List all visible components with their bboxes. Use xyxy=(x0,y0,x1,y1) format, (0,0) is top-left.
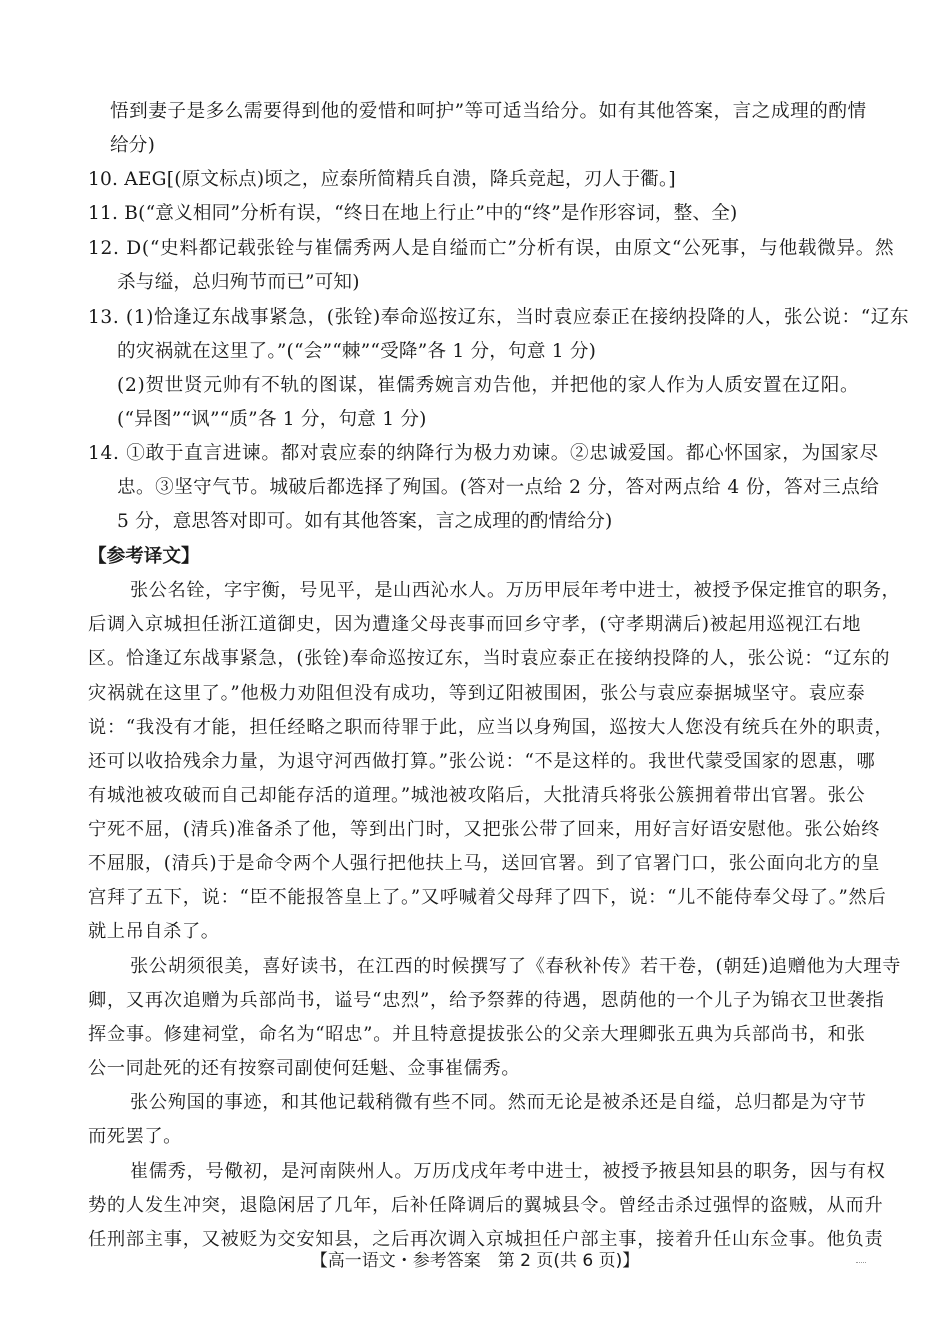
translation-line: 说：“我没有才能，担任经略之职而待罪于此，应当以身殉国，巡按大人您没有统兵在外的职责， xyxy=(88,717,894,738)
answer-q12-line-1: 12. D(“史料都记载张铨与崔儒秀两人是自缢而亡”分析有误，由原文“公死事，与他载微异。然 xyxy=(88,238,895,259)
translation-line: 后调入京城担任浙江道御史，因为遭逢父母丧事而回乡守孝，(守孝期满后)被起用巡视江右地 xyxy=(88,614,862,635)
answer-continuation-line-2: 给分) xyxy=(110,135,156,156)
answer-q14-line-3: 5 分，意思答对即可。如有其他答案，言之成理的酌情给分) xyxy=(117,511,613,532)
translation-line: 势的人发生冲突，退隐闲居了几年，后补任降调后的翼城县令。曾经击杀过强悍的盗贼，从而升 xyxy=(88,1195,884,1216)
translation-line: 而死罢了。 xyxy=(88,1126,182,1147)
answer-q13-line-3: (2)贺世贤元帅有不轨的图谋，崔儒秀婉言劝告他，并把他的家人作为人质安置在辽阳。 xyxy=(117,375,860,396)
translation-line: 任刑部主事，又被贬为交安知县，之后再次调入京城担任户部主事，接着升任山东佥事。他负责 xyxy=(88,1229,884,1250)
translation-line: 区。恰逢辽东战事紧急，(张铨)奉命巡按辽东，当时袁应泰正在接纳投降的人，张公说：“辽东的 xyxy=(88,648,891,669)
answer-q13-line-1: 13. (1)恰逢辽东战事紧急，(张铨)奉命巡按辽东，当时袁应泰正在接纳投降的人，张公说：“辽东 xyxy=(88,307,910,328)
translation-line: 张公名铨，字宇衡，号见平，是山西沁水人。万历甲辰年考中进士，被授予保定推官的职务， xyxy=(130,580,901,601)
answer-q14-line-1: 14. ①敢于直言进谏。都对袁应泰的纳降行为极力劝谏。②忠诚爱国。都心怀国家，为国家尽 xyxy=(88,443,879,464)
answer-q12-line-2: 杀与缢，总归殉节而已”可知) xyxy=(117,272,360,293)
translation-line: 崔儒秀，号儆初，是河南陕州人。万历戊戌年考中进士，被授予掖县知县的职务，因与有权 xyxy=(130,1161,886,1182)
translation-line: 有城池被攻破而自己却能存活的道理。”城池被攻陷后，大批清兵将张公簇拥着带出官署。张公 xyxy=(88,785,866,806)
translation-line: 宁死不屈，(清兵)准备杀了他，等到出门时，又把张公带了回来，用好言好语安慰他。张公始终 xyxy=(88,819,881,840)
translation-line: 还可以收拾残余力量，为退守河西做打算。”张公说：“不是这样的。我世代蒙受国家的恩惠，哪 xyxy=(88,751,876,772)
page-footer: 【高一语文・参考答案 第 2 页(共 6 页)】 xyxy=(310,1251,640,1271)
translation-line: 灾祸就在这里了。”他极力劝阻但没有成功，等到辽阳被围困，张公与袁应泰据城坚守。袁应泰 xyxy=(88,683,866,704)
answer-q11: 11. B(“意义相同”分析有误，“终日在地上行止”中的“终”是作形容词，整、全) xyxy=(88,203,738,224)
answer-q10: 10. AEG[(原文标点)顷之，应泰所简精兵自溃，降兵竞起，刃人于衢。] xyxy=(88,169,676,190)
answer-q13-line-4: (“异图”“讽”“质”各 1 分，句意 1 分) xyxy=(117,409,427,430)
translation-title: 【参考译文】 xyxy=(88,546,200,567)
answer-continuation-line-1: 悟到妻子是多么需要得到他的爱惜和呵护”等可适当给分。如有其他答案，言之成理的酌情 xyxy=(110,101,867,122)
translation-line: 张公殉国的事迹，和其他记载稍微有些不同。然而无论是被杀还是自缢，总归都是为守节 xyxy=(130,1092,867,1113)
translation-line: 就上吊自杀了。 xyxy=(88,921,220,942)
answer-q14-line-2: 忠。③坚守气节。城破后都选择了殉国。(答对一点给 2 分，答对两点给 4 份，答对三点给 xyxy=(117,477,880,498)
translation-line: 公一同赴死的还有按察司副使何廷魁、佥事崔儒秀。 xyxy=(88,1058,521,1079)
translation-line: 张公胡须很美，喜好读书，在江西的时候撰写了《春秋补传》若干卷，(朝廷)追赠他为大理寺 xyxy=(130,956,902,977)
translation-line: 宫拜了五下，说：“臣不能报答皇上了。”又呼喊着父母拜了四下，说：“儿不能侍奉父母了。”然后 xyxy=(88,887,887,908)
corner-mark xyxy=(856,1262,866,1265)
translation-line: 挥佥事。修建祠堂，命名为“昭忠”。并且特意提拔张公的父亲大理卿张五典为兵部尚书，和张 xyxy=(88,1024,866,1045)
answer-q13-line-2: 的灾祸就在这里了。”(“会”“棘”“受降”各 1 分，句意 1 分) xyxy=(117,341,597,362)
translation-line: 卿，又再次追赠为兵部尚书，谥号“忠烈”，给予祭葬的待遇，恩荫他的一个儿子为锦衣卫世袭指 xyxy=(88,990,885,1011)
translation-line: 不屈服，(清兵)于是命令两个人强行把他扶上马，送回官署。到了官署门口，张公面向北方的皇 xyxy=(88,853,881,874)
